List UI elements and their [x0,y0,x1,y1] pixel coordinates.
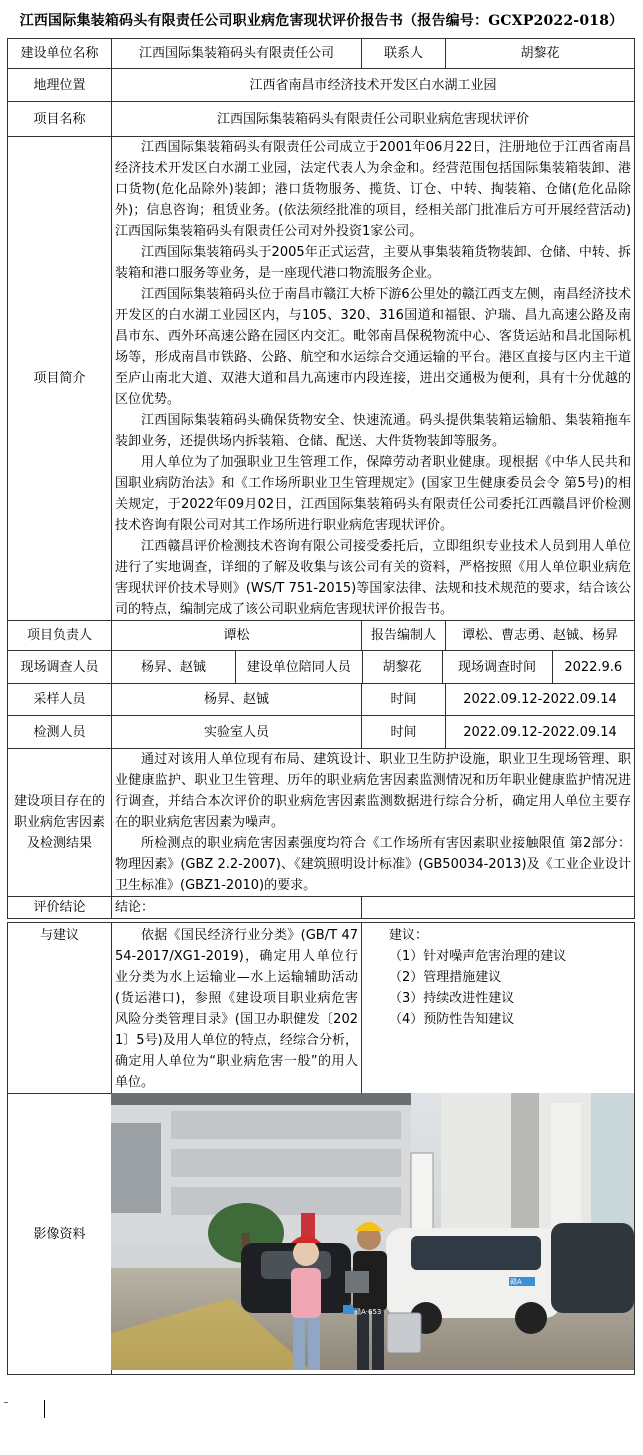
suggestions-title: 建议： [389,928,429,943]
suggestion-item: （4）预防性告知建议 [389,1012,515,1027]
issues-label: 建设项目存在的职业病危害因素及检测结果 [8,749,112,897]
survey-time-label: 现场调查时间 [442,651,552,683]
report-info-table [7,38,635,919]
testing-time-label: 时间 [362,716,446,749]
margin-tick [4,1402,8,1403]
sampling-value: 杨昇、赵铖 [112,684,362,716]
testing-label: 检测人员 [8,716,112,749]
photo-plate: 赣A·653 [354,1308,382,1316]
suggestion-item: （3）持续改进性建议 [389,991,515,1006]
margin-bar [44,1400,45,1418]
contact-label: 联系人 [362,39,446,69]
classification-text: 依据《国民经济行业分类》(GB/T 4754-2017/XG1-2019)，确定用人单位行业分类为水上运输业—水上运输辅助活动(货运港口)，参照《建设项目职业病危害风险分类管理目录》(国卫办职健发〔2021〕5号)及用人单位的特点，经综合分析，确定用人单位为“职业病危害一般”的用人单位。 [115,928,358,1090]
conclusion-label: 评价结论 [8,897,112,919]
editors-label: 报告编制人 [362,621,446,651]
issues-paragraph: 所检测点的职业病危害因素强度均符合《工作场所有害因素职业接触限值 第2部分：物理因素》(GBZ 2.2-2007)、《建筑照明设计标准》(GB50034-2013)及《工业企业设计卫生标准》(GBZ1-2010)的要求。 [115,836,632,893]
contact-value: 胡黎花 [446,39,635,69]
editors-value: 谭松、曹志勇、赵铖、杨昇 [446,621,635,651]
intro-content [112,137,635,621]
escort-value: 胡黎花 [362,651,442,683]
sampling-time-value: 2022.09.12-2022.09.14 [446,684,635,716]
site-photo [111,1093,634,1370]
intro-paragraph: 江西国际集装箱码头于2005年正式运营，主要从事集装箱货物装卸、仓储、中转、拆装箱和港口服务等业务，是一座现代港口物流服务企业。 [115,245,632,281]
survey-label: 现场调查人员 [8,651,112,684]
survey-value: 杨昇、赵铖 [112,651,236,684]
intro-paragraph: 江西国际集装箱码头有限责任公司成立于2001年06月22日，注册地位于江西省南昌经济技术开发区白水湖工业园，法定代表人为余金和。经营范围包括国际集装箱装卸、港口货物(危化品除外)装卸；港口货物服务、揽货、订仓、中转、掏装箱、仓储(危化品除外)；信息咨询；租赁业务。(依法须经批准的项目，经相关部门批准后方可开展经营活动)江西国际集装箱码头有限责任公司对外投资1家公司。 [115,140,632,239]
unit-label: 建设单位名称 [8,39,112,69]
location-label: 地理位置 [8,69,112,102]
conclusion-value: 结论： [112,897,362,919]
issues-content [112,749,635,897]
intro-paragraph: 江西国际集装箱码头位于南昌市赣江大桥下游6公里处的赣江西支左侧，南昌经济技术开发区的白水湖工业园区内，与105、320、316国道和福银、沪瑞、昌九高速公路及南昌市东、西外环高速公路在园区内交汇。毗邻南昌保税物流中心、客货运站和昌北国际机场等，形成南昌市铁路、公路、航空和水运综合交通运输的平台。港区直接与区内主干道至庐山南北大道、双港大道和昌九高速市内段连接，进出交通极为便利，具有十分优越的区位优势。 [115,287,632,407]
escort-label: 建设单位陪同人员 [236,651,362,683]
survey-time-value: 2022.9.6 [564,659,623,675]
issues-paragraph: 通过对该用人单位现有布局、建筑设计、职业卫生防护设施，职业卫生现场管理、职业健康监护、职业卫生管理、历年的职业病危害因素监测情况和历年职业健康监护情况进行调查，并结合本次评价的职业病危害因素监测数据进行综合分析，确定用人单位主要存在的职业病危害因素为噪声。 [115,752,632,830]
report-title: 江西国际集装箱码头有限责任公司职业病危害现状评价报告书（报告编号：GCXP2022-018） [19,13,624,29]
intro-label: 项目简介 [8,137,112,621]
suggestion-item: （2）管理措施建议 [389,970,502,985]
section2-label: 与建议 [8,923,112,1094]
project-value: 江西国际集装箱码头有限责任公司职业病危害现状评价 [112,102,635,137]
testing-time-value: 2022.09.12-2022.09.14 [446,716,635,749]
photo-plate: 赣A [510,1278,522,1286]
suggestions-cell [362,923,635,1094]
intro-paragraph: 江西赣昌评价检测技术咨询有限公司接受委托后，立即组织专业技术人员到用人单位进行了实地调查，详细的了解及收集与该公司有关的资料，严格按照《用人单位职业病危害现状评价技术导则》(WS/T 751-2015)等国家法律、法规和技术规范的要求，结合该公司的特点，编制完成了该公司职业病危害现状评价报告书。 [115,539,632,617]
project-label: 项目名称 [8,102,112,137]
unit-value: 江西国际集装箱码头有限责任公司 [112,39,362,69]
testing-value: 实验室人员 [112,716,362,749]
photos-label: 影像资料 [8,1094,112,1375]
site-photo-illustration [111,1093,634,1370]
leader-value: 谭松 [112,621,362,651]
intro-paragraph: 江西国际集装箱码头确保货物安全、快速流通。码头提供集装箱运输船、集装箱拖车装卸业务，还提供场内拆装箱、仓储、配送、大件货物装卸等服务。 [115,413,632,449]
intro-paragraph: 用人单位为了加强职业卫生管理工作，保障劳动者职业健康。现根据《中华人民共和国职业病防治法》和《工作场所职业卫生管理规定》(国家卫生健康委员会令 第5号)的相关规定，于2022年09月02日，江西国际集装箱码头有限责任公司委托江西赣昌评价检测技术咨询有限公司对其工作场所进行职业病危害现状评价。 [115,455,632,533]
sampling-time-label: 时间 [362,684,446,716]
suggestion-item: （1）针对噪声危害治理的建议 [389,949,567,964]
sampling-label: 采样人员 [8,684,112,716]
classification-cell [112,923,362,1094]
leader-label: 项目负责人 [8,621,112,651]
location-value: 江西省南昌市经济技术开发区白水湖工业园 [112,69,635,102]
